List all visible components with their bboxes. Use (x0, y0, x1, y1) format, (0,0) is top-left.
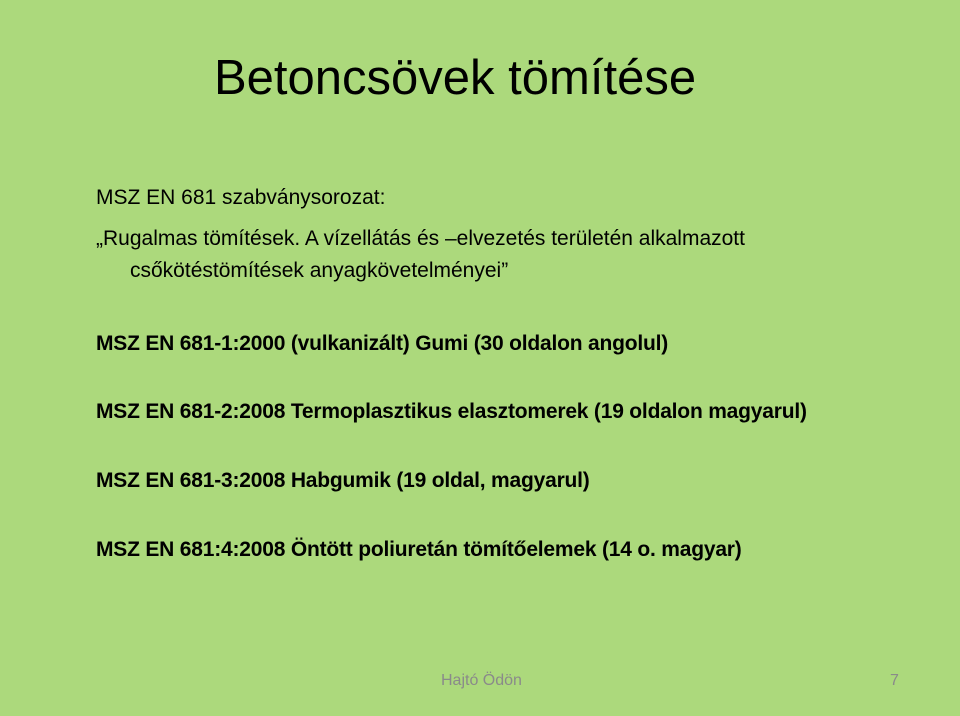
series-subtitle-line-1: „Rugalmas tömítések. A vízellátás és –elvezetés területén alkalmazott (96, 227, 745, 250)
standard-part-3: MSZ EN 681-3:2008 Habgumik (19 oldal, magyarul) (96, 469, 590, 492)
footer-author: Hajtó Ödön (441, 672, 522, 689)
footer-page-number: 7 (890, 672, 899, 689)
standard-part-1: MSZ EN 681-1:2000 (vulkanizált) Gumi (30 oldalon angolul) (96, 332, 669, 355)
standard-part-4: MSZ EN 681:4:2008 Öntött poliuretán tömítőelemek (14 o. magyar) (96, 538, 742, 561)
slide-title: Betoncsövek tömítése (214, 51, 697, 105)
standard-part-2: MSZ EN 681-2:2008 Termoplasztikus elasztomerek (19 oldalon magyarul) (96, 400, 807, 423)
series-heading: MSZ EN 681 szabványsorozat: (96, 186, 386, 209)
series-subtitle-line-2: csőkötéstömítések anyagkövetelményei” (130, 259, 509, 282)
